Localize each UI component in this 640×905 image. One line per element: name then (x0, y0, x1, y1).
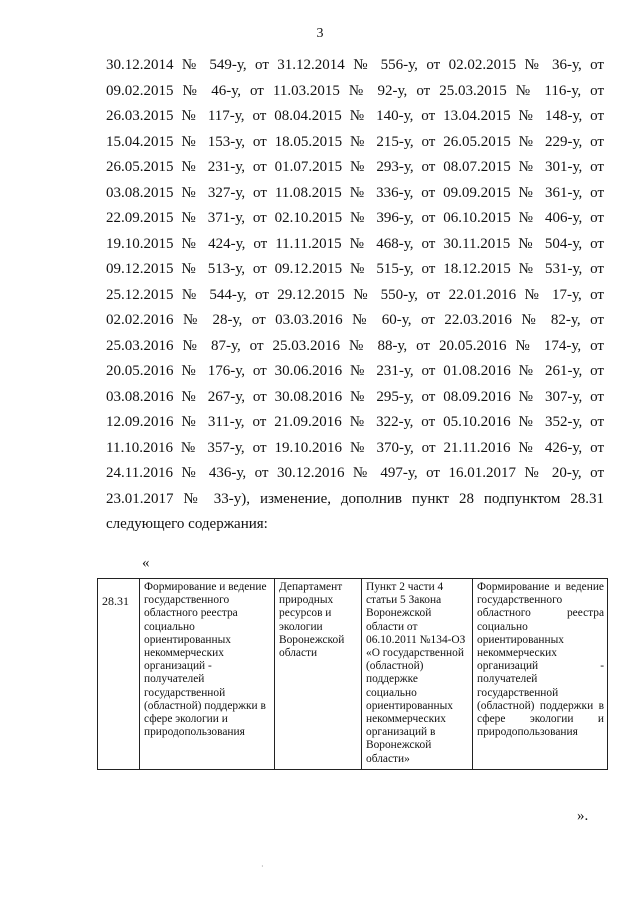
text-line: 09.02.2015 № 46-у, от 11.03.2015 № 92-у, от 25.03.2015 № 116-у, от (106, 82, 604, 99)
text-line: 09.12.2015 № 513-у, от 09.12.2015 № 515-у, от 18.12.2015 № 531-у, от (106, 261, 604, 277)
item-legal-basis: Пункт 2 части 4 статьи 5 Закона Воронежской области от 06.10.2011 №134-ОЗ «О государственной (областной) поддержке социально ориентированных некоммерческих организаций в Воронежской области» (362, 579, 473, 770)
text-line: 11.10.2016 № 357-у, от 19.10.2016 № 370-у, от 21.11.2016 № 426-у, от (106, 439, 604, 456)
text-line: 02.02.2016 № 28-у, от 03.03.2016 № 60-у, от 22.03.2016 № 82-у, от (106, 312, 604, 328)
text-line: 26.03.2015 № 117-у, от 08.04.2015 № 140-у, от 13.04.2015 № 148-у, от (106, 108, 604, 124)
text-line: следующего содержания: (106, 516, 268, 532)
text-line: 20.05.2016 № 176-у, от 30.06.2016 № 231-у, от 01.08.2016 № 261-у, от (106, 363, 604, 379)
text-line: 15.04.2015 № 153-у, от 18.05.2015 № 215-у, от 26.05.2015 № 229-у, от (106, 133, 604, 150)
page-number: 3 (316, 26, 324, 41)
opening-quote: « (142, 555, 150, 571)
body-text (106, 53, 604, 538)
text-line: 22.09.2015 № 371-у, от 02.10.2015 № 396-у, от 06.10.2015 № 406-у, от (106, 210, 604, 226)
text-line: 25.03.2016 № 87-у, от 25.03.2016 № 88-у, от 20.05.2016 № 174-у, от (106, 337, 604, 354)
text-line: 26.05.2015 № 231-у, от 01.07.2015 № 293-у, от 08.07.2015 № 301-у, от (106, 159, 604, 175)
scan-speck: · (261, 862, 264, 871)
table-row (98, 579, 608, 770)
item-name: Формирование и ведение государственного областного реестра социально ориентированных некоммерческих организаций - получателей государственной (областной) поддержки в сфере экологии и природопользования (140, 579, 275, 770)
item-department: Департамент природных ресурсов и экологии Воронежской области (275, 579, 362, 770)
text-line: 03.08.2016 № 267-у, от 30.08.2016 № 295-у, от 08.09.2016 № 307-у, от (106, 388, 604, 405)
item-result: Формирование и ведение государственного областного реестра социально ориентированных некоммерческих организаций - получателей государственной (областной) поддержки в сфере экологии и природопользования (473, 579, 608, 770)
closing-quote: ». (577, 808, 589, 824)
text-line: 19.10.2015 № 424-у, от 11.11.2015 № 468-у, от 30.11.2015 № 504-у, от (106, 235, 604, 252)
text-line: 24.11.2016 № 436-у, от 30.12.2016 № 497-у, от 16.01.2017 № 20-у, от (106, 465, 604, 481)
text-line: 03.08.2015 № 327-у, от 11.08.2015 № 336-у, от 09.09.2015 № 361-у, от (106, 184, 604, 201)
text-line: 23.01.2017 № 33-у), изменение, дополнив пункт 28 подпунктом 28.31 (106, 490, 604, 507)
item-number: 28.31 (98, 579, 140, 770)
text-line: 25.12.2015 № 544-у, от 29.12.2015 № 550-у, от 22.01.2016 № 17-у, от (106, 286, 604, 303)
registry-table (97, 578, 608, 770)
text-line: 30.12.2014 № 549-у, от 31.12.2014 № 556-у, от 02.02.2015 № 36-у, от (106, 57, 604, 73)
text-line: 12.09.2016 № 311-у, от 21.09.2016 № 322-у, от 05.10.2016 № 352-у, от (106, 414, 604, 430)
